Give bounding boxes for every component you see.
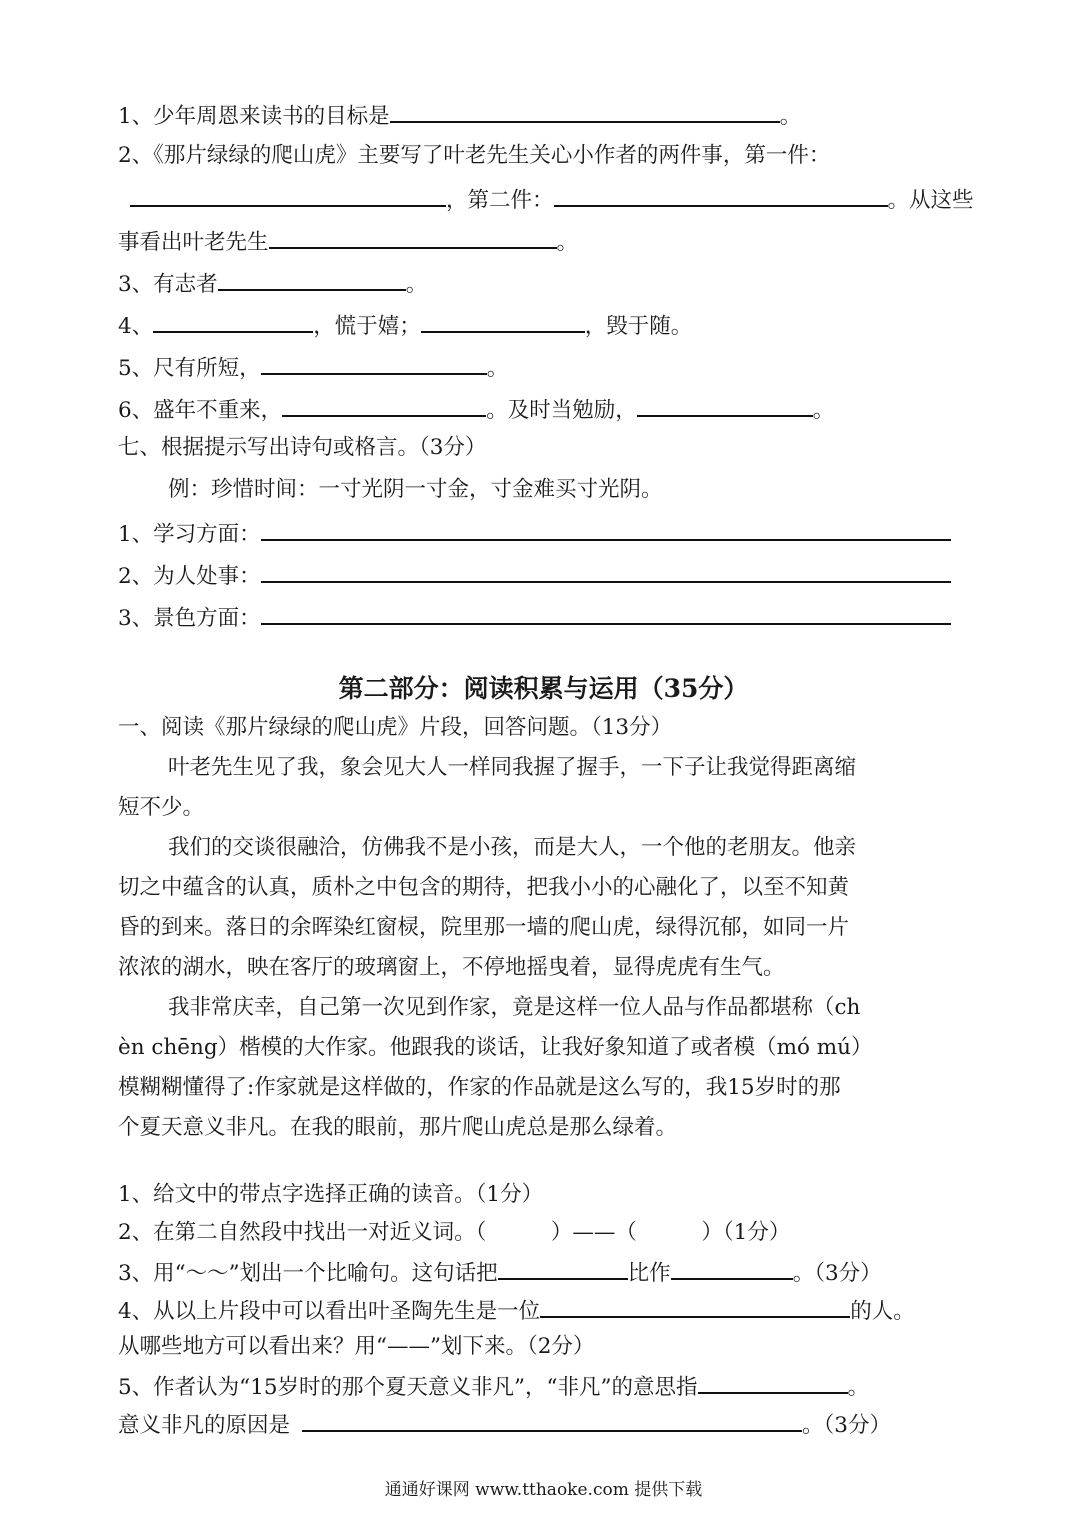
answer-line[interactable]	[261, 601, 951, 625]
question-1-2-blanks: ，第二件： 。从这些	[118, 183, 974, 216]
passage-line: 我们的交谈很融洽，仿佛我不是小孩，而是大人，一个他的老朋友。他亲	[168, 835, 857, 860]
section-7-example: 例：珍惜时间：一寸光阴一寸金，寸金难买寸光阴。	[168, 477, 663, 502]
passage-line: èn chēng）楷模的大作家。他跟我的谈话，让我好象知道了或者模（mó mú）	[118, 1035, 873, 1060]
reading-question-4-cont: 从哪些地方可以看出来？用“——”划下来。（2分）	[118, 1334, 595, 1359]
answer-blank[interactable]	[261, 351, 487, 375]
reading-question-1: 1、给文中的带点字选择正确的读音。（1分）	[118, 1182, 544, 1207]
question-1-4: 4、 ，慌于嬉； ，毁于随。	[118, 309, 692, 342]
answer-blank[interactable]	[218, 267, 406, 291]
answer-blank[interactable]	[269, 225, 557, 249]
answer-blank[interactable]	[421, 309, 585, 333]
reading-question-2: 2、在第二自然段中找出一对近义词。（ ）——（ ）（1分）	[118, 1220, 791, 1245]
answer-blank[interactable]	[153, 309, 313, 333]
section-7-item-1: 1、学习方面：	[118, 517, 951, 550]
reading-question-5: 5、作者认为“15岁时的那个夏天意义非凡”，“非凡”的意思指 。	[118, 1370, 869, 1403]
passage-line: 浓浓的湖水，映在客厅的玻璃窗上，不停地摇曳着，显得虎虎有生气。	[118, 955, 785, 980]
passage-line: 叶老先生见了我，象会见大人一样同我握了握手，一下子让我觉得距离缩	[168, 755, 857, 780]
answer-line[interactable]	[261, 559, 951, 583]
passage-line: 短不少。	[118, 795, 205, 820]
page-footer: 通通好课网 www.tthaoke.com 提供下载	[384, 1480, 703, 1500]
reading-question-4: 4、从以上片段中可以看出叶圣陶先生是一位 的人。	[118, 1294, 915, 1327]
question-1-5: 5、尺有所短， 。	[118, 351, 508, 384]
answer-blank[interactable]	[671, 1256, 793, 1280]
question-1-6: 6、盛年不重来， 。及时当勉励， 。	[118, 393, 834, 426]
question-1-1: 1、少年周恩来读书的目标是 。	[118, 99, 801, 132]
reading-question-3: 3、用“～～”划出一个比喻句。这句话把 比作 。（3分）	[118, 1256, 882, 1289]
answer-blank[interactable]	[554, 183, 888, 207]
answer-blank[interactable]	[698, 1370, 848, 1394]
passage-line: 模糊糊懂得了:作家就是这样做的，作家的作品就是这么写的，我15岁时的那	[118, 1075, 841, 1100]
question-1-3: 3、有志者 。	[118, 267, 427, 300]
part-2-heading: 第二部分：阅读积累与运用（35分）	[338, 674, 749, 703]
reading-title: 一、阅读《那片绿绿的爬山虎》片段，回答问题。（13分）	[118, 715, 673, 740]
answer-blank[interactable]	[390, 99, 780, 123]
answer-blank[interactable]	[637, 393, 813, 417]
answer-line[interactable]	[261, 517, 951, 541]
answer-blank[interactable]	[498, 1256, 628, 1280]
answer-blank[interactable]	[302, 1408, 802, 1432]
section-7-title: 七、根据提示写出诗句或格言。（3分）	[118, 435, 487, 460]
passage-line: 个夏天意义非凡。在我的眼前，那片爬山虎总是那么绿着。	[118, 1115, 678, 1140]
question-1-2-cont: 事看出叶老先生 。	[118, 225, 578, 258]
reading-question-5-cont: 意义非凡的原因是 。（3分）	[118, 1408, 891, 1441]
question-1-2: 2、《那片绿绿的爬山虎》主要写了叶老先生关心小作者的两件事，第一件：	[118, 143, 831, 168]
passage-line: 切之中蕴含的认真，质朴之中包含的期待，把我小小的心融化了，以至不知黄	[118, 875, 850, 900]
answer-blank[interactable]	[282, 393, 486, 417]
section-7-item-2: 2、为人处事：	[118, 559, 951, 592]
answer-blank[interactable]	[130, 183, 446, 207]
section-7-item-3: 3、景色方面：	[118, 601, 951, 634]
answer-blank[interactable]	[540, 1294, 850, 1318]
passage-line: 昏的到来。落日的余晖染红窗棂，院里那一墙的爬山虎，绿得沉郁，如同一片	[118, 915, 850, 940]
passage-line: 我非常庆幸，自己第一次见到作家，竟是这样一位人品与作品都堪称（ch	[168, 995, 861, 1020]
